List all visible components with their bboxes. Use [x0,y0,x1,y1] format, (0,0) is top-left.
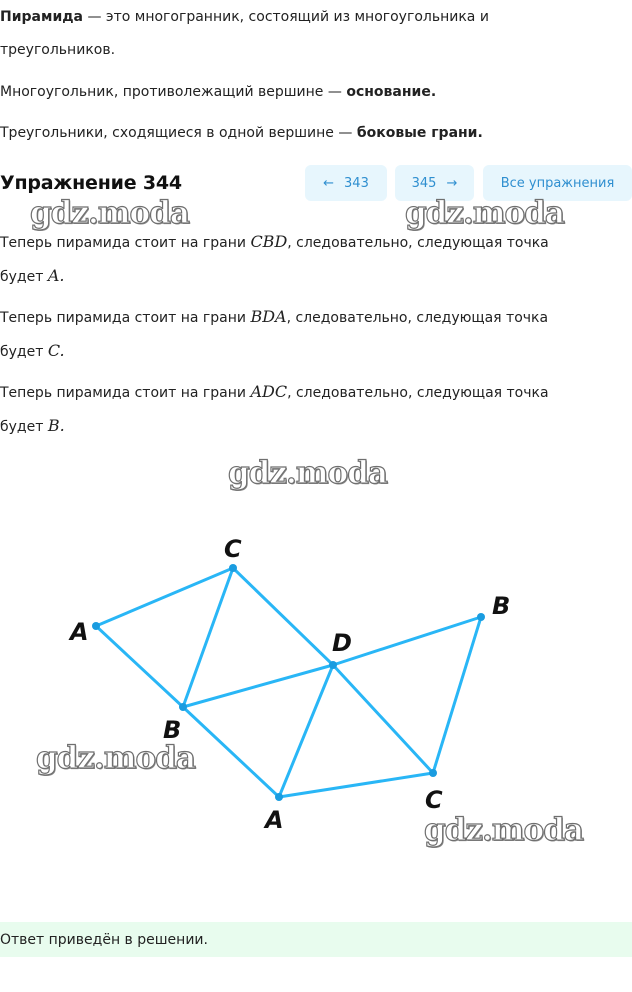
all-exercises-label: Все упражнения [500,175,615,191]
solution-step-3-result [0,418,65,435]
prev-exercise-button[interactable] [305,165,387,201]
vertex-a-bottom [275,793,283,801]
watermark: gdz.moda [405,195,564,231]
step-text: , следовательно, следующая точка [286,310,549,326]
edge-d-a [279,665,333,797]
arrow-right-icon: → [446,175,458,191]
next-exercise-button[interactable] [395,165,474,201]
step-text: Теперь пирамида стоит на грани [0,385,251,401]
edge-d-c [333,665,433,773]
edge-b-c [433,617,481,773]
edge-c-b [183,568,233,707]
face-name: BDA [250,307,287,326]
exercise-title: Упражнение 344 [0,172,182,194]
edge-a-c-bottom [279,773,433,797]
definition-line-1 [0,9,489,25]
step-end: . [59,266,65,285]
edge-d-b [333,617,481,665]
definition-base [0,84,436,100]
step-text: Теперь пирамида стоит на грани [0,235,251,251]
vertex-c-top [229,564,237,572]
edge-a-b [96,626,183,707]
vertex-b-right [477,613,485,621]
point-name: C [47,341,60,360]
net-vertices [92,564,485,801]
solution-step-1-result [0,268,64,285]
watermark: gdz.moda [36,740,195,776]
definition-line-2: треугольников. [0,42,116,58]
definition-text: — это многогранник, состоящий из многоугольника и [83,9,489,25]
answer-text: Ответ приведён в решении. [0,931,208,948]
term-pyramid: Пирамида [0,9,84,25]
label-b-right: B [492,592,511,620]
edge-a-c [96,568,233,626]
net-edges [96,568,481,797]
step-text: , следовательно, следующая точка [287,235,549,251]
solution-step-3 [0,384,549,401]
step-text: , следовательно, следующая точка [287,385,549,401]
solution-step-2 [0,309,548,326]
label-b-mid: B [163,716,182,744]
term-base: основание. [346,84,437,100]
watermark: gdz.moda [424,812,583,848]
face-name: ADC [250,382,288,401]
faces-text: Треугольники, сходящиеся в одной вершине — [0,125,357,141]
arrow-left-icon: ← [323,175,335,191]
vertex-c-bottom [429,769,437,777]
watermark: gdz.moda [30,195,189,231]
step-end: . [59,341,65,360]
label-c-bottom: C [425,786,443,814]
base-text: Многоугольник, противолежащий вершине — [0,84,347,100]
prev-exercise-label: 343 [344,175,369,191]
edge-c-d [233,568,333,665]
all-exercises-button[interactable] [483,165,632,201]
label-d: D [332,629,352,657]
step-end: . [59,416,65,435]
step-text: Теперь пирамида стоит на грани [0,310,251,326]
answer-box [0,922,632,957]
face-name: CBD [250,232,288,251]
label-c-top: C [224,535,242,563]
step-text: будет [0,344,48,360]
definition-faces [0,125,483,141]
term-faces: боковые грани. [356,125,483,141]
edge-b-d [183,665,333,707]
vertex-b-mid [179,703,187,711]
solution-step-1 [0,234,549,251]
solution-step-2-result [0,343,65,360]
vertex-a-left [92,622,100,630]
label-a-left: A [70,618,89,646]
edge-b-a [183,707,279,797]
label-a-bottom: A [265,806,284,834]
vertex-d [329,661,337,669]
step-text: будет [0,269,48,285]
next-exercise-label: 345 [411,175,437,191]
point-name: B [47,416,60,435]
watermark: gdz.moda [228,455,387,491]
step-text: будет [0,419,48,435]
point-name: A [47,266,60,285]
